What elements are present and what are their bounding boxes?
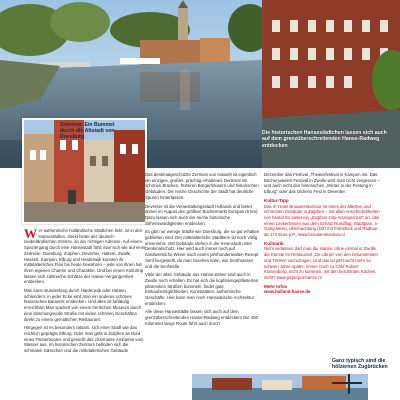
bottom-photo xyxy=(192,374,368,400)
dropcap: W xyxy=(24,226,37,241)
paragraph: Es gibt nur wenige Städte wie Doesburg, die so gut erhalten geblieben sind. Der mittelalterliche Stadtkern ist noch völlig unversehrt. 150 Gebäude stehen in der Innenstadt unter Denkmalschutz. Hier wird auch immer noch auf handwerkliche Weise nach einem jahrhundertealten Rezept Senf hergestellt, da man zusehen kann, wie Senfmassen und die Senfstelle. xyxy=(145,229,260,269)
info-heading: Kultur-Tipp xyxy=(264,197,289,203)
paragraph: Viele der alten Gebäude aus Hanse-Zeiten sind auch in Zwolle noch erhalten. Es hat sich die kopfsteingepflasterten pittoresken Straßen bummeln, findet gute Einkaufsmöglichkeiten, Kunststätten, authentische Geschäfte. Hier kann man noch Hanseatische Architektur entdecken. xyxy=(145,272,259,306)
text-column-1 xyxy=(24,228,146,357)
paragraph: Das denkmalgeschützte Zentrum von Hasselt ist eigentlich ein einziges, großes, prächtig erhaltenes Denkmal mit schönen Brücken, früheren Bürgerhäusern und historischen Gebäuden. Die reiche Geschichte der Stadt hat deutliche Spuren hinterlassen. xyxy=(145,172,259,200)
hero-caption: Die historischen Hansestädtchen lassen sich auch auf dem grenzüberschreitenden Hanse-Radweg entdecken xyxy=(262,130,387,149)
paragraph: Deventer ist die Veranstaltungsstadt Hollands und bietet immer im August den größten Büchermarkt Europas (6 km). Dazu lassen sich auch der reiche historische Sehenswürdigkeiten entdecken. xyxy=(145,203,259,226)
paragraph: Dezember das Festival „Theaterfestival in Kampen mit. Das Bücherjuwelen Festival in Zwolle wird man nicht vergessen – und auch nicht den historischen „Winter in der Festung in Elburg“ oder das Dickens Fest in Deventer. xyxy=(264,172,380,195)
info-box-kultur xyxy=(264,198,380,238)
info-heading: Mehr Infos xyxy=(264,283,288,289)
text-column-2 xyxy=(145,172,260,330)
bottom-caption: Ganz typisch sind die hölzernen Zugbrücken xyxy=(332,358,388,371)
paragraph: Hingegen ist es besonders ratsam, sich einer Stadt wie das reichlich geprägte Elburg. Oder man geht in Zutphen an Bord eines Flüsterbootes und genießt das charmante Ambiente vom Wasser aus. Im historischen Zentrum befinden sich die schmalen Gässchen und die mittelalterlichen Gebäude xyxy=(24,325,144,354)
text-column-3 xyxy=(264,172,380,298)
info-text: Nicht verlassen darf man die Hanse, ohne einmal in Zwolle die Künste im Restaurant „De Librije“ von den bekanntesten und Trinken vorzuzeigen. Und das ist jetzt nicht mehr so schwer! Jahre später, immer noch zu Chef Robert Kranenborg, nicht zu kommen, mit den berühmten Köchen, nicht? www.peperpot-hanze.nl xyxy=(264,246,378,280)
info-link[interactable]: www.holland-hanse.de xyxy=(264,289,311,295)
info-box-kulinarik xyxy=(264,241,380,281)
paragraph xyxy=(24,228,146,285)
paragraph: Man kann stundenlang durch Harderwijk oder Hattem schlendern, in jeder Ecke wird man ein anderes schönes historisches Bauwerk entdecken. Und alles ist fußläufig erreichbar! Man spaziert von einem herrlichen Museum durch eine stimmungsvolle Straße mit vielen schönen Geschäften direkt zu einem gemütlichen Restaurant. xyxy=(24,288,142,322)
info-heading: Kulinarik xyxy=(264,240,284,246)
paragraph: Alle diese Hansestädte lassen sich auch auf dem grenzüberschreitenden Hanse-Radweg entdecken! Die 450 Kilometer lange Route führt auch durch xyxy=(145,309,258,326)
info-box-more xyxy=(264,284,380,295)
inset-caption: Zeitreise: Ein Bummel durch die Altstadt von Doesburg xyxy=(60,122,115,141)
info-text: Das 4* Hotel Brouwerskontoor ist eines der ältesten und schönsten Gebäude in Zutphen – mit allen Annehmlichkeiten von heute! Es bietet ein „Zutphen-City-Arrangement“ an, das einen Leckerbissen aus dem Schatz Rundflug, Stadtplan, 4-Gang-Menü, Übernachtung (DZ) mit Frühstück und Radtour, ab 172 Euro p.P., www.brouwerskontoor.nl xyxy=(264,203,380,238)
paragraph-text: er authentische holländische Städtchen liebt, ist in den Hansestädten, direkt hinter der deutsch-niederländischen Grenze, an der richtigen Adresse. Auf einem Spaziergang durch eine Hansestadt fühlt man sich wie auf einer Zeitreise. Doesburg, Zutphen, Deventer, Hattem, Zwolle, Hasselt, Kampen, Elburg und Harderwijk konnten ihr mittelalterliches Flair bis heute bewahren – jede von ihnen hat ihren eigenen Charme und Charakter. Und bei einem Kulturtrip lassen sich zahlreiche Schätze der Hanse-Vergangenheit entdecken. xyxy=(24,228,146,285)
